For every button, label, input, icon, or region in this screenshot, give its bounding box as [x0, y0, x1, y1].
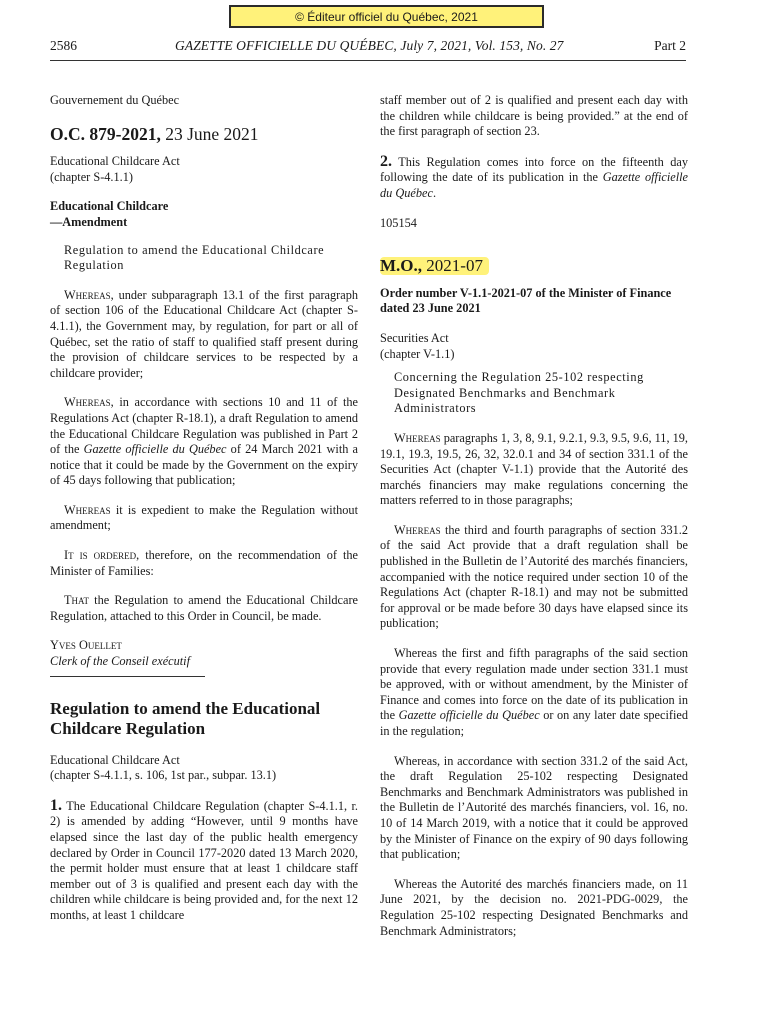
whereas-paragraph-1: [50, 288, 358, 382]
copyright-banner: © Éditeur officiel du Québec, 2021: [229, 5, 544, 28]
section-text: The Educational Childcare Regulation (chapter S-4.1.1, r. 2) is amended by adding “However, until 9 months have elapsed since the last day of the public health emergency declared by Order in Council 177-2020 dated 13 March 2020, the permit holder must ensure that at least 1 childcare staff member out of 3 is qualified and present each day with the children while childcare is being provided and, for the next 12 months, at least 1 childcare: [50, 798, 358, 922]
paragraph-text: it is expedient to make the Regulation without amendment;: [50, 502, 358, 533]
whereas-paragraph-r5: Whereas the Autorité des marchés financiers made, on 11 June 2021, by the decision no. 2021-PDG-0029, the Regulation 25-102 respecting Designated Benchmarks and Benchmark Administrators;: [380, 876, 688, 938]
paragraph-text: the third and fourth paragraphs of section 331.2 of the said Act provide that a draft regulation shall be published in the Bulletin de l’Autorité des marchés financiers, accompanied with the notice required under section 10 of the Regulations Act (chapter R-18.1) and may not be submitted for approval or be made before 30 days have elapsed since its publication;: [380, 522, 688, 631]
ordered-paragraph: [50, 548, 358, 579]
paragraph-text: of 24 March 2021 with a notice that it could be made by the Government on the expiry of 45 days following that publication;: [50, 442, 359, 488]
section-number: 1.: [50, 796, 62, 814]
gazette-name: Gazette officielle du Québec: [398, 708, 540, 723]
government-label: Gouvernement du Québec: [50, 93, 180, 107]
signature-block: [50, 638, 358, 669]
act-name: Educational Childcare Act: [50, 752, 180, 767]
paragraph-text: , in accordance with sections 10 and 11 of the Regulations Act (chapter R-18.1), a draft Regulation to amend the Educational Childcare Regulation was published in Part 2 of the: [50, 395, 358, 457]
act-name: Securities Act: [380, 330, 449, 345]
page-number: 2586: [50, 38, 77, 53]
whereas-paragraph-r4: Whereas, in accordance with section 331.2 of the said Act, the draft Regulation 25-102 respecting Designated Benchmarks and Benchmark Administrators was published in the Bulletin de l’Autorité des marchés financiers, vol. 16, no. 10 of 14 March 2019, with a notice that it could be approved by the Minister of Finance on the expiry of 90 days following that publication;: [380, 753, 688, 862]
regulation-act-reference: [50, 753, 358, 784]
paragraph-text: Whereas the first and fifth paragraphs of the said section provide that every regulation made under section 331.1 must be approved, with or without amendment, by the Minister of Finance and comes into force on the date of its publication in the: [380, 646, 688, 723]
whereas-paragraph-r1: [380, 431, 688, 509]
whereas-label: Whereas: [64, 502, 111, 517]
paragraph-text: or on any later date specified in the regulation;: [380, 708, 688, 738]
section-text: .: [432, 185, 437, 200]
that-label: That: [64, 593, 90, 608]
that-paragraph: [50, 593, 358, 624]
signer-name: Yves Ouellet: [50, 638, 122, 653]
whereas-label: Whereas: [64, 395, 111, 410]
regulation-title: Regulation to amend the Educational Childcare Regulation: [50, 698, 321, 738]
section-text: This Regulation comes into force on the fifteenth day following the date of its publication in the: [380, 154, 688, 185]
regulation-name: Regulation to amend the Educational Childcare Regulation: [64, 242, 325, 273]
subject-heading: [50, 199, 358, 230]
whereas-paragraph-3: [50, 503, 358, 534]
whereas-label: Whereas: [394, 522, 441, 537]
section-number: 2.: [380, 152, 392, 170]
ministerial-order-highlight: [380, 257, 489, 275]
oc-number: O.C. 879-2021,: [50, 123, 161, 144]
subject-line-2: —Amendment: [50, 214, 128, 229]
whereas-label: Whereas: [64, 287, 111, 302]
subject-line-1: Educational Childcare: [50, 199, 169, 214]
section-1: [50, 798, 358, 924]
signature-rule: [50, 676, 205, 677]
oc-date: 23 June 2021: [160, 123, 259, 144]
whereas-label: Whereas: [394, 430, 441, 445]
act-chapter: (chapter S-4.1.1, s. 106, 1st par., subpar. 13.1): [50, 768, 277, 783]
whereas-paragraph-2: [50, 395, 358, 489]
mo-number: 2021-07: [422, 256, 483, 276]
reference-number: 105154: [380, 215, 417, 230]
act-name: Educational Childcare Act: [50, 154, 180, 169]
paragraph-text: the Regulation to amend the Educational Childcare Regulation, attached to this Order in Council, be made.: [50, 593, 358, 623]
ordered-label: It is ordered: [64, 548, 137, 563]
act-chapter: (chapter V-1.1): [380, 346, 455, 361]
securities-act-reference: [380, 331, 688, 362]
whereas-paragraph-r3: [380, 646, 688, 740]
section-1-continuation: staff member out of 2 is qualified and present each day with the children while childcare is being provided.” at the end of the first paragraph of section 23.: [380, 93, 688, 139]
act-chapter: (chapter S-4.1.1): [50, 169, 133, 184]
left-column: [50, 93, 358, 938]
signer-title: Clerk of the Conseil exécutif: [50, 654, 191, 669]
ministerial-order-heading: [380, 257, 688, 276]
gazette-name: Gazette officielle du Québec: [380, 170, 688, 200]
whereas-paragraph-r2: [380, 523, 688, 632]
paragraph-text: , under subparagraph 13.1 of the first paragraph of section 106 of the Educational Childcare Act (chapter S-4.1.1), the Government may, by regulation, for part or all of Québec, set the ratio of staff to qualified staff present during the provision of childcare services to be respected by a childcare provider;: [50, 287, 358, 380]
section-2: [380, 154, 688, 202]
order-in-council-heading: [50, 123, 358, 144]
right-column: [380, 93, 688, 953]
header-rule: [50, 60, 686, 61]
act-reference: [50, 154, 358, 185]
gazette-header-title: GAZETTE OFFICIELLE DU QUÉBEC, July 7, 2021, Vol. 153, No. 27: [175, 38, 564, 53]
mo-label: M.O.,: [380, 256, 423, 276]
concerning-regulation: Concerning the Regulation 25-102 respecting Designated Benchmarks and Benchmark Administrators: [394, 370, 644, 416]
order-title: Order number V-1.1-2021-07 of the Minister of Finance dated 23 June 2021: [380, 285, 672, 316]
paragraph-text: paragraphs 1, 3, 8, 9.1, 9.2.1, 9.3, 9.5, 9.6, 11, 19, 19.1, 19.3, 19.5, 26, 32, 32.0.1 and 34 of section 331.1 of the Securities Act (chapter V-1.1) provide that the Autorité des marchés financiers may make regulations concerning the matters referred to in those paragraphs;: [380, 430, 688, 508]
gazette-name: Gazette officielle du Québec: [83, 442, 227, 457]
part-label: Part 2: [654, 38, 686, 53]
paragraph-text: , therefore, on the recommendation of the Minister of Families:: [50, 548, 358, 578]
